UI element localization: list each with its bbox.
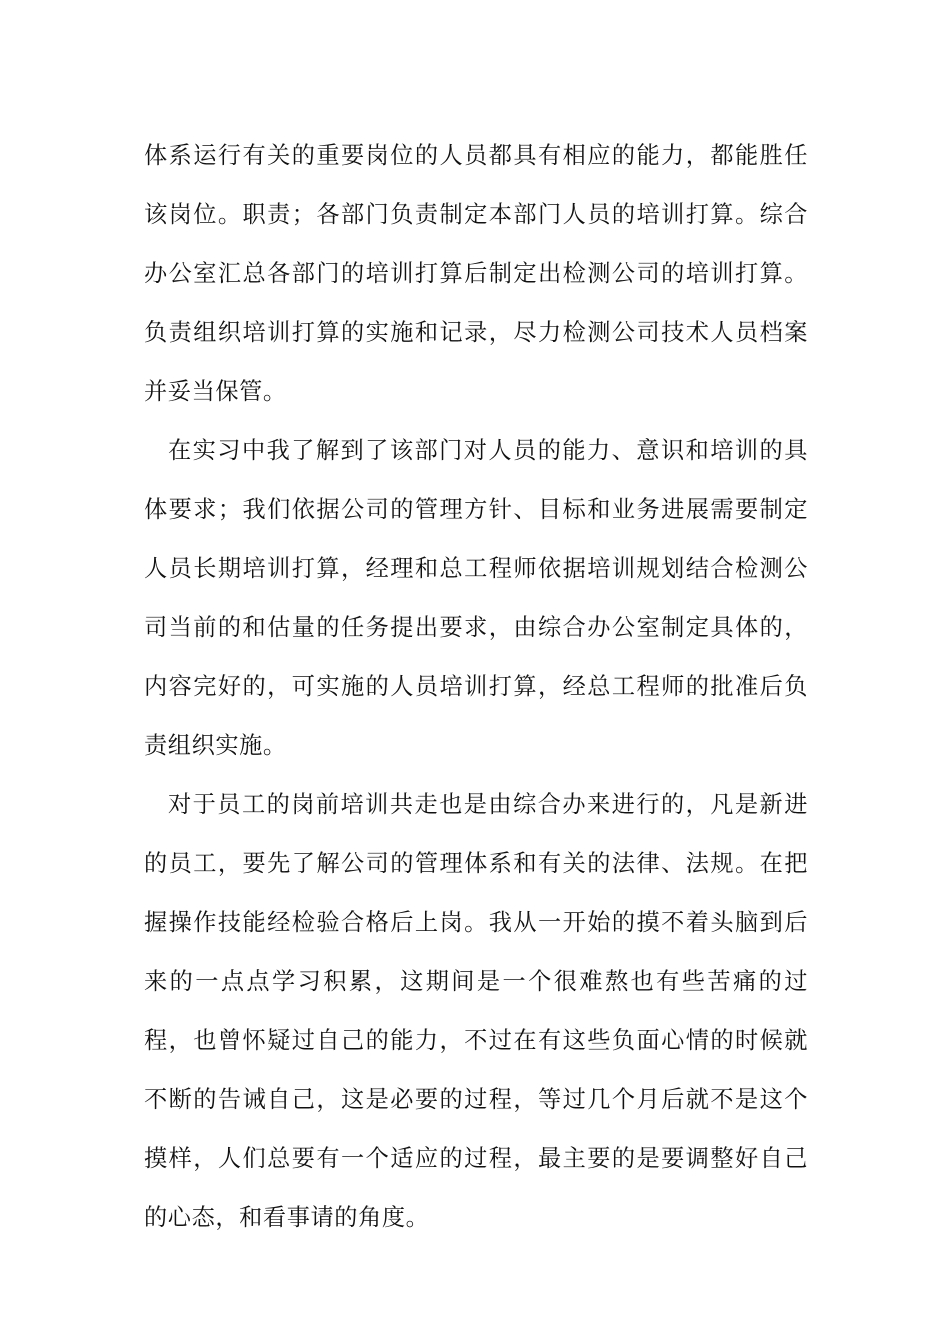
paragraph-1: 体系运行有关的重要岗位的人员都具有相应的能力，都能胜任该岗位。职责；各部门负责制定本部门人员的培训打算。综合办公室汇总各部门的培训打算后制定出检测公司的培训打算。负责组织培训打算的实施和记录，尽力检测公司技术人员档案并妥当保管。 xyxy=(144,142,808,405)
paragraph-3: 对于员工的岗前培训共走也是由综合办来进行的，凡是新进的员工，要先了解公司的管理体系和有关的法律、法规。在把握操作技能经检验合格后上岗。我从一开始的摸不着头脑到后来的一点点学习积累，这期间是一个很难熬也有些苦痛的过程，也曾怀疑过自己的能力，不过在有这些负面心情的时候就不断的告诫自己，这是必要的过程，等过几个月后就不是这个摸样，人们总要有一个适应的过程，最主要的是要调整好自己的心态，和看事请的角度。 xyxy=(144,791,808,1231)
paragraph-2: 在实习中我了解到了该部门对人员的能力、意识和培训的具体要求；我们依据公司的管理方针、目标和业务进展需要制定人员长期培训打算，经理和总工程师依据培训规划结合检测公司当前的和估量的任务提出要求，由综合办公室制定具体的，内容完好的，可实施的人员培训打算，经总工程师的批准后负责组织实施。 xyxy=(144,437,808,759)
document-body xyxy=(144,126,808,1247)
